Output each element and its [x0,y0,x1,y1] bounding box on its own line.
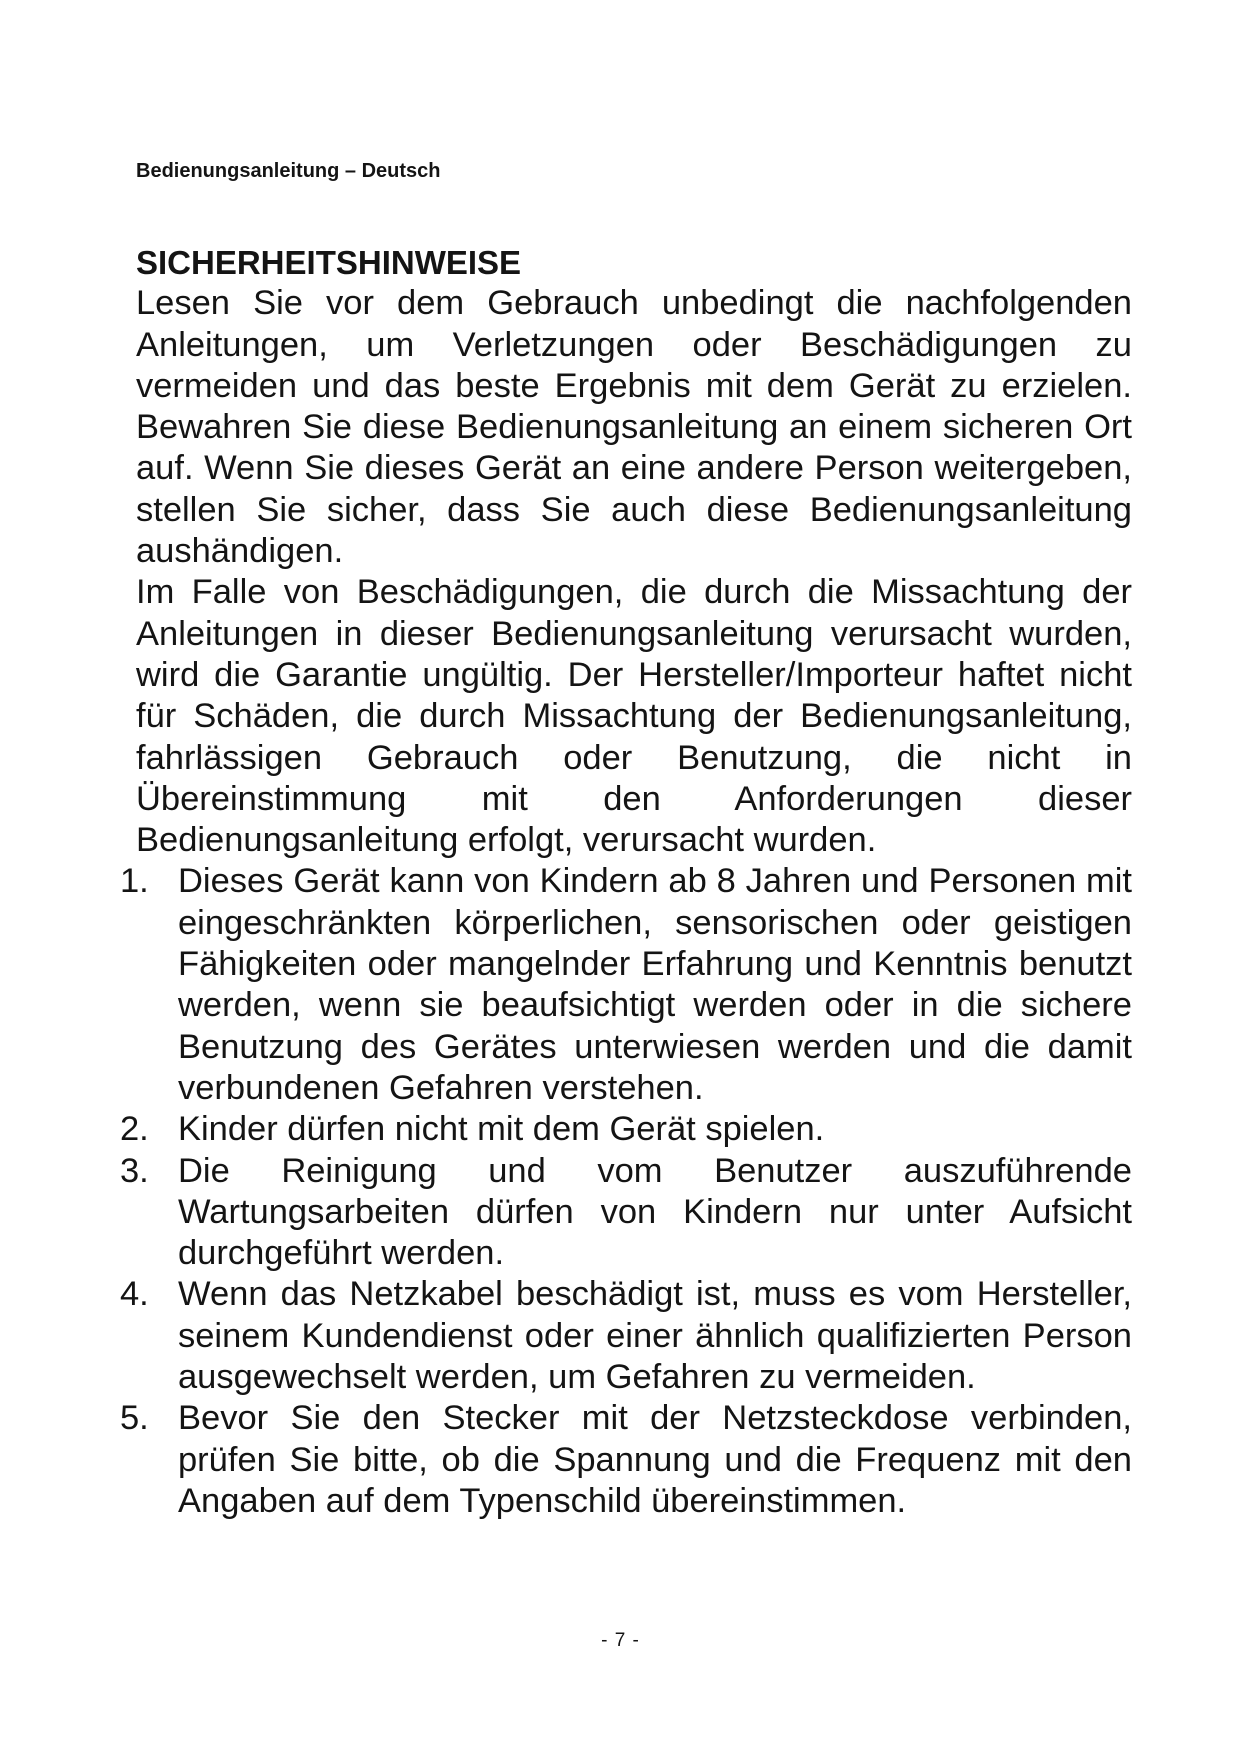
document-header: Bedienungsanleitung – Deutsch [136,160,441,182]
list-item-text: Dieses Gerät kann von Kindern ab 8 Jahren und Personen mit eingeschränkten körperlichen, sensorischen oder geistigen Fähigkeiten oder mangelnder Erfahrung und Kenntnis benutzt werden, wenn sie beaufsichtigt werden oder in die sichere Benutzung des Gerätes unterwiesen werden und die damit verbundenen Gefahren verstehen. [178,862,1132,1107]
list-item-number: 5. [120,1399,149,1438]
safety-list [120,861,1132,1522]
page-number: - 7 - [601,1630,640,1651]
list-item-number: 4. [120,1275,149,1314]
list-item [120,861,1132,1109]
list-item-number: 2. [120,1110,149,1149]
list-item-text: Kinder dürfen nicht mit dem Gerät spielen. [178,1110,825,1149]
list-item-number: 1. [120,862,149,901]
list-item [120,1274,1132,1398]
safety-section [120,242,1132,1522]
list-item [120,1151,1132,1275]
list-item-text: Die Reinigung und vom Benutzer auszuführende Wartungsarbeiten dürfen von Kindern nur unter Aufsicht durchgeführt werden. [178,1151,1132,1273]
list-item-number: 3. [120,1151,149,1190]
intro-paragraph: Lesen Sie vor dem Gebrauch unbedingt die nachfolgenden Anleitungen, um Verletzungen oder Beschädigungen zu vermeiden und das beste Ergebnis mit dem Gerät zu erzielen. Bewahren Sie diese Bedienungsanleitung an einem sicheren Ort auf. Wenn Sie dieses Gerät an eine andere Person weitergeben, stellen Sie sicher, dass Sie auch diese Bedienungsanleitung aushändigen. [136,284,1132,571]
list-item-text: Wenn das Netzkabel beschädigt ist, muss es vom Hersteller, seinem Kundendienst oder einer ähnlich qualifizierten Person ausgewechselt werden, um Gefahren zu vermeiden. [178,1275,1132,1397]
section-title: SICHERHEITSHINWEISE [136,244,522,281]
list-item-text: Bevor Sie den Stecker mit der Netzsteckdose verbinden, prüfen Sie bitte, ob die Spannung und die Frequenz mit den Angaben auf dem Typenschild übereinstimmen. [178,1399,1132,1520]
list-item [120,1398,1132,1522]
list-item [120,1109,1132,1150]
warranty-paragraph: Im Falle von Beschädigungen, die durch die Missachtung der Anleitungen in dieser Bedienungsanleitung verursacht wurden, wird die Garantie ungültig. Der Hersteller/Importeur haftet nicht für Schäden, die durch Missachtung der Bedienungsanleitung, fahrlässigen Gebrauch oder Benutzung, die nicht in Übereinstimmung mit den Anforderungen dieser Bedienungsanleitung erfolgt, verursacht wurden. [136,573,1132,860]
